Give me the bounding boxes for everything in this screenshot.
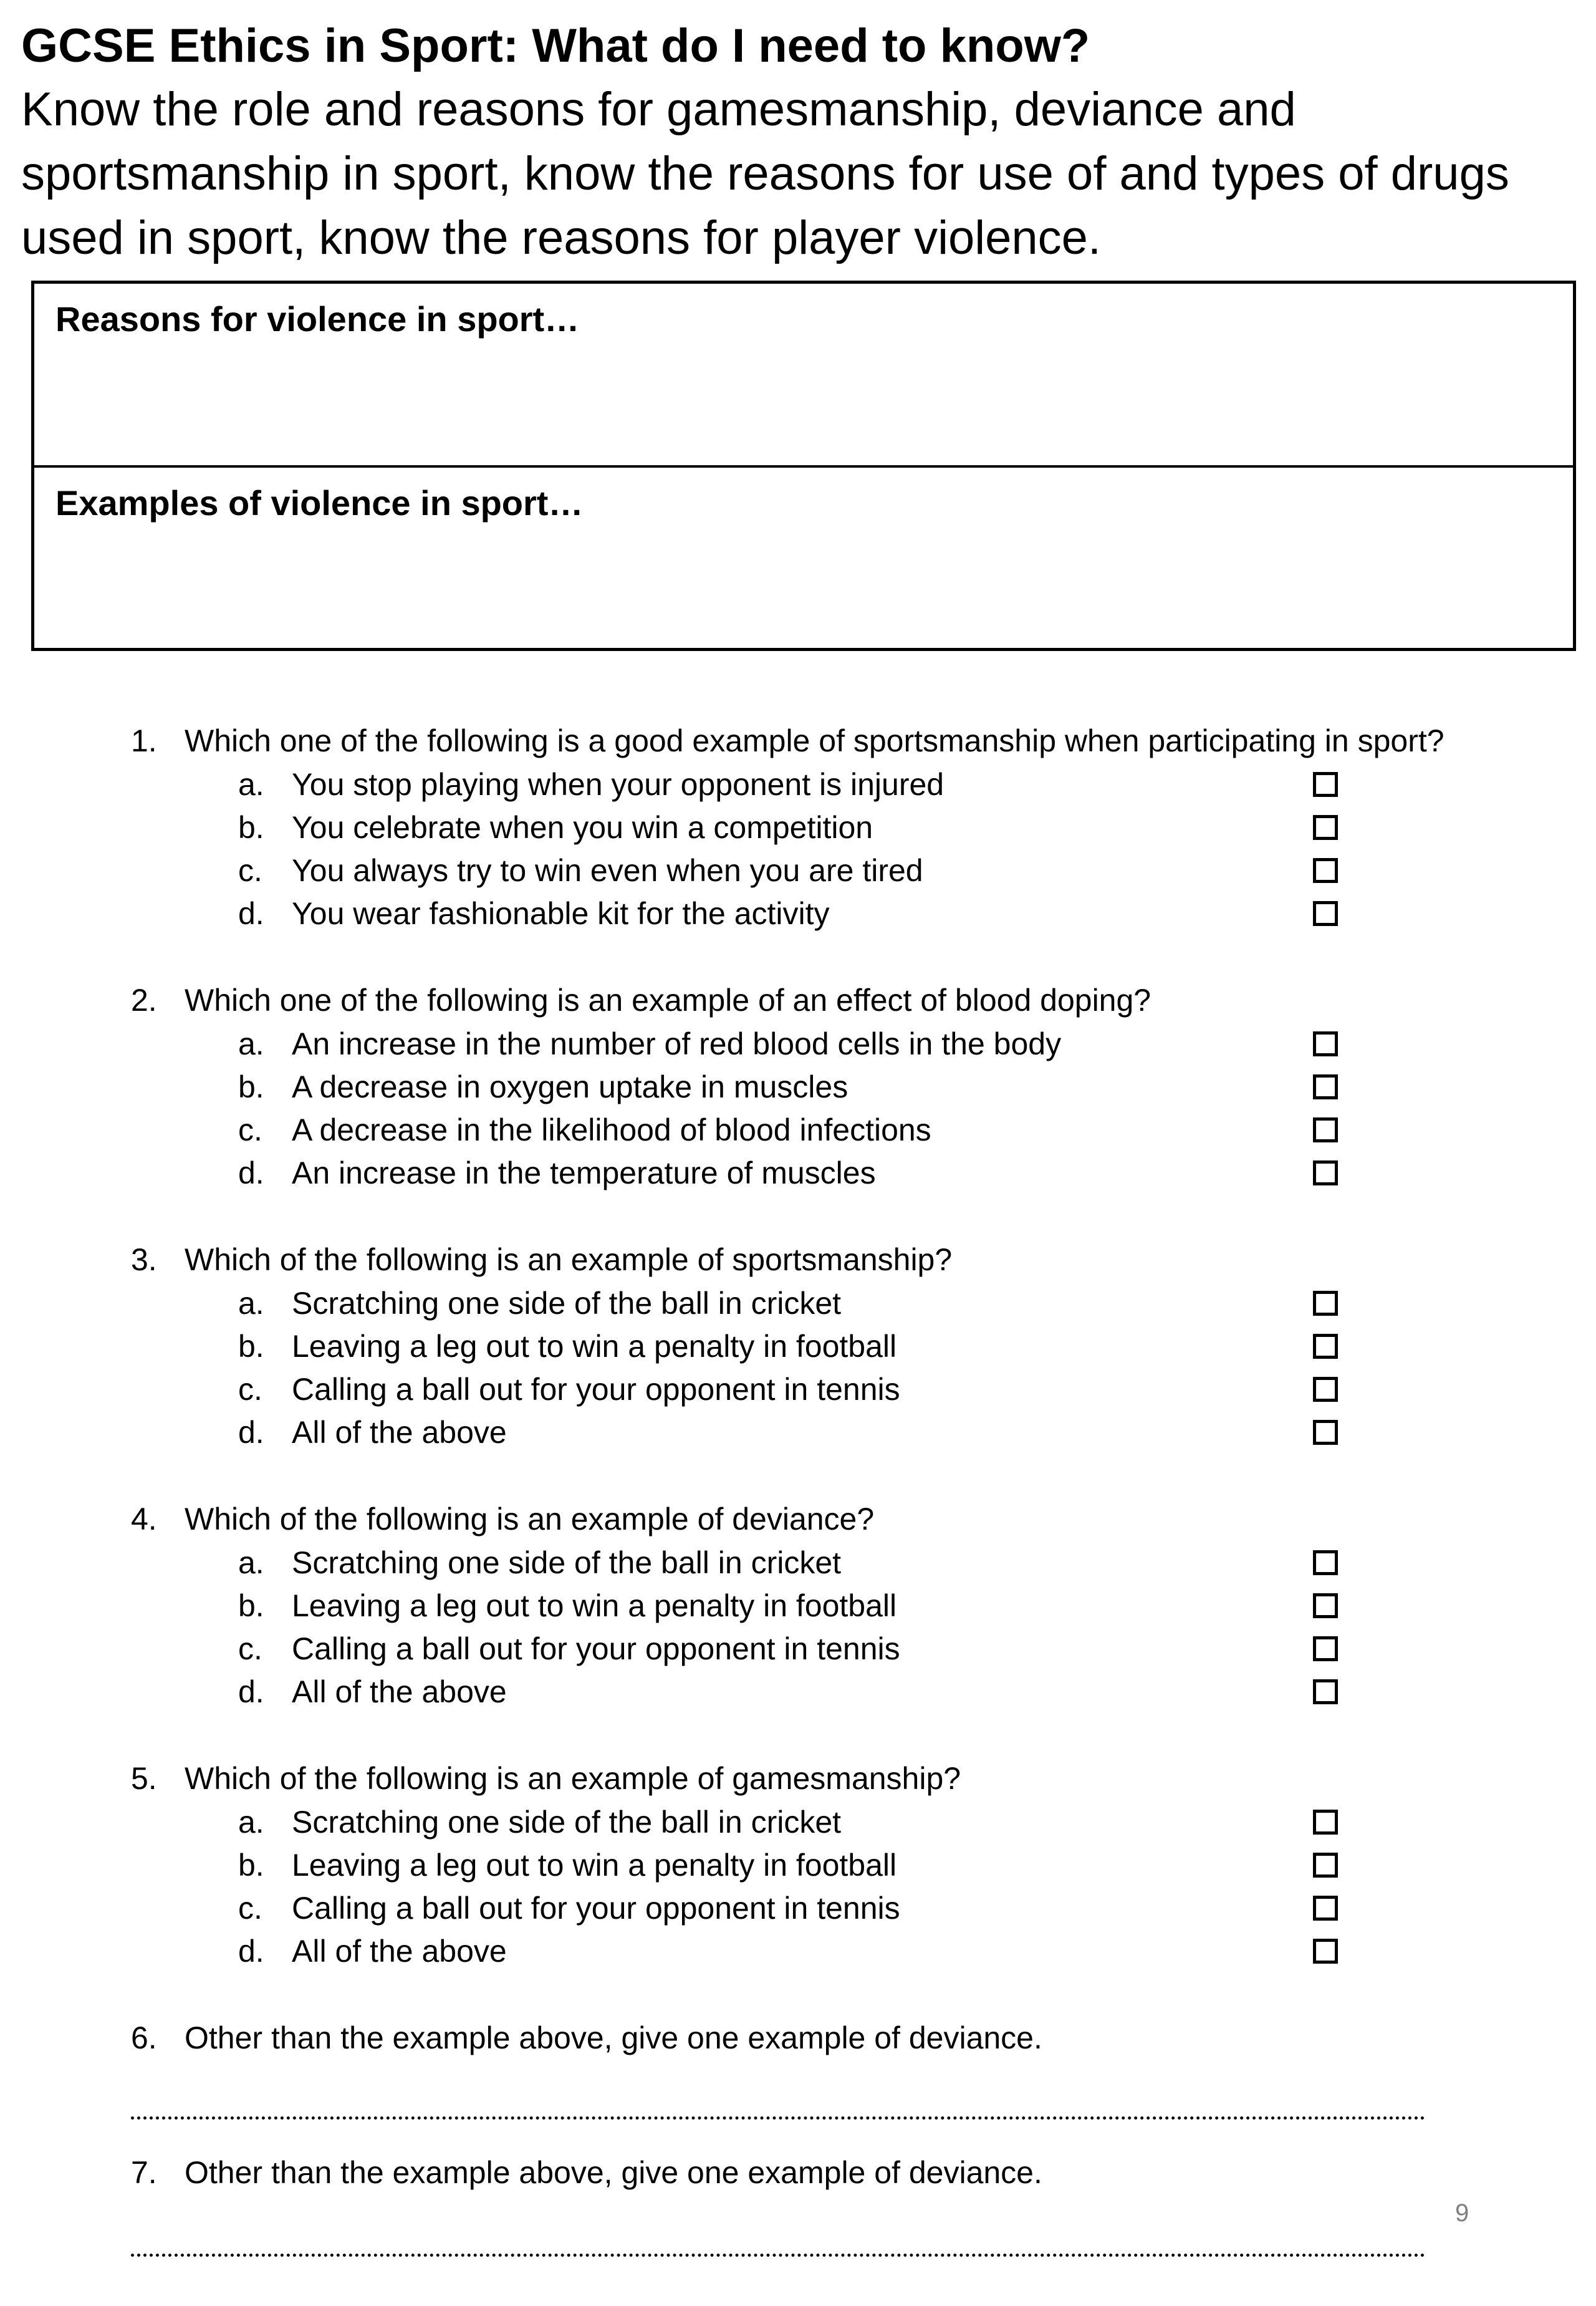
option-letter: d. bbox=[238, 1415, 264, 1450]
question-text: Other than the example above, give one example of deviance. bbox=[185, 2155, 1042, 2190]
checkbox[interactable] bbox=[1313, 1593, 1338, 1618]
option-text: Calling a ball out for your opponent in tennis bbox=[292, 1891, 900, 1926]
option-letter: a. bbox=[238, 1026, 264, 1061]
option-d bbox=[0, 1153, 1596, 1193]
checkbox[interactable] bbox=[1313, 1031, 1338, 1056]
checkbox[interactable] bbox=[1313, 1334, 1338, 1359]
option-b bbox=[0, 1326, 1596, 1366]
checkbox[interactable] bbox=[1313, 1117, 1338, 1142]
question-1 bbox=[0, 721, 1596, 958]
option-d bbox=[0, 1931, 1596, 1971]
question-number: 7. bbox=[131, 2155, 157, 2190]
reasons-section[interactable] bbox=[34, 284, 1573, 468]
option-text: You stop playing when your opponent is injured bbox=[292, 767, 945, 802]
checkbox[interactable] bbox=[1313, 815, 1338, 840]
question-7 bbox=[0, 2153, 1596, 2215]
option-text: You celebrate when you win a competition bbox=[292, 810, 873, 845]
checkbox[interactable] bbox=[1313, 901, 1338, 926]
question-6 bbox=[0, 2018, 1596, 2080]
option-letter: a. bbox=[238, 1545, 264, 1580]
option-text: A decrease in the likelihood of blood infections bbox=[292, 1112, 931, 1147]
option-letter: c. bbox=[238, 1372, 262, 1407]
option-d bbox=[0, 894, 1596, 933]
examples-section[interactable] bbox=[34, 468, 1573, 652]
checkbox[interactable] bbox=[1313, 1810, 1338, 1835]
option-b bbox=[0, 1845, 1596, 1885]
option-text: You wear fashionable kit for the activity bbox=[292, 896, 830, 931]
option-letter: c. bbox=[238, 1891, 262, 1926]
checkbox[interactable] bbox=[1313, 1291, 1338, 1316]
option-d bbox=[0, 1412, 1596, 1452]
option-a bbox=[0, 1802, 1596, 1842]
option-letter: d. bbox=[238, 1674, 264, 1709]
option-a bbox=[0, 1543, 1596, 1583]
violence-info-box bbox=[31, 281, 1576, 651]
checkbox[interactable] bbox=[1313, 1377, 1338, 1402]
option-letter: c. bbox=[238, 853, 262, 888]
checkbox[interactable] bbox=[1313, 772, 1338, 797]
option-letter: c. bbox=[238, 1112, 262, 1147]
option-letter: b. bbox=[238, 1069, 264, 1104]
option-letter: d. bbox=[238, 1934, 264, 1969]
checkbox[interactable] bbox=[1313, 1896, 1338, 1921]
option-text: All of the above bbox=[292, 1674, 507, 1709]
option-letter: b. bbox=[238, 1848, 264, 1883]
checkbox[interactable] bbox=[1313, 1550, 1338, 1575]
question-number: 2. bbox=[131, 983, 157, 1018]
question-number: 4. bbox=[131, 1502, 157, 1537]
option-text: All of the above bbox=[292, 1415, 507, 1450]
option-letter: a. bbox=[238, 1286, 264, 1321]
option-text: Leaving a leg out to win a penalty in football bbox=[292, 1848, 897, 1883]
option-letter: b. bbox=[238, 1329, 264, 1364]
option-letter: d. bbox=[238, 1155, 264, 1190]
option-c bbox=[0, 851, 1596, 890]
option-c bbox=[0, 1629, 1596, 1669]
option-text: Scratching one side of the ball in cricket bbox=[292, 1286, 842, 1321]
question-3 bbox=[0, 1240, 1596, 1477]
option-text: An increase in the number of red blood cells in the body bbox=[292, 1026, 1062, 1061]
option-b bbox=[0, 1586, 1596, 1626]
option-letter: b. bbox=[238, 810, 264, 845]
page-number: 9 bbox=[1455, 2199, 1469, 2227]
option-text: Calling a ball out for your opponent in tennis bbox=[292, 1372, 900, 1407]
option-letter: d. bbox=[238, 896, 264, 931]
option-b bbox=[0, 808, 1596, 847]
question-text: Which one of the following is an example of an effect of blood doping? bbox=[185, 983, 1151, 1018]
option-d bbox=[0, 1672, 1596, 1712]
checkbox[interactable] bbox=[1313, 1074, 1338, 1099]
checkbox[interactable] bbox=[1313, 1679, 1338, 1704]
option-letter: b. bbox=[238, 1588, 264, 1623]
checkbox[interactable] bbox=[1313, 858, 1338, 883]
question-number: 6. bbox=[131, 2020, 157, 2055]
option-letter: a. bbox=[238, 767, 264, 802]
page-subtitle: Know the role and reasons for gamesmanship, deviance and sportsmanship in sport, know the reasons for use of and types of drugs used in sport, know the reasons for player violence. bbox=[21, 83, 1509, 264]
page-title: GCSE Ethics in Sport: What do I need to know? bbox=[21, 19, 1090, 72]
option-letter: a. bbox=[238, 1805, 264, 1840]
option-text: Leaving a leg out to win a penalty in football bbox=[292, 1329, 897, 1364]
option-text: All of the above bbox=[292, 1934, 507, 1969]
option-text: An increase in the temperature of muscles bbox=[292, 1155, 876, 1190]
checkbox[interactable] bbox=[1313, 1420, 1338, 1445]
option-text: Scratching one side of the ball in cricket bbox=[292, 1545, 842, 1580]
option-a bbox=[0, 1283, 1596, 1323]
checkbox[interactable] bbox=[1313, 1636, 1338, 1661]
option-text: Calling a ball out for your opponent in tennis bbox=[292, 1631, 900, 1666]
answer-line[interactable] bbox=[131, 2254, 1425, 2257]
checkbox[interactable] bbox=[1313, 1160, 1338, 1185]
examples-heading: Examples of violence in sport… bbox=[55, 483, 584, 523]
question-4 bbox=[0, 1499, 1596, 1736]
question-text: Other than the example above, give one example of deviance. bbox=[185, 2020, 1042, 2055]
question-2 bbox=[0, 980, 1596, 1217]
option-text: A decrease in oxygen uptake in muscles bbox=[292, 1069, 848, 1104]
question-text: Which of the following is an example of gamesmanship? bbox=[185, 1761, 961, 1796]
option-c bbox=[0, 1888, 1596, 1928]
option-text: You always try to win even when you are tired bbox=[292, 853, 923, 888]
question-number: 1. bbox=[131, 723, 157, 758]
checkbox[interactable] bbox=[1313, 1939, 1338, 1964]
option-letter: c. bbox=[238, 1631, 262, 1666]
checkbox[interactable] bbox=[1313, 1853, 1338, 1878]
question-text: Which of the following is an example of sportsmanship? bbox=[185, 1242, 953, 1277]
question-text: Which of the following is an example of deviance? bbox=[185, 1502, 875, 1537]
option-text: Leaving a leg out to win a penalty in football bbox=[292, 1588, 897, 1623]
option-text: Scratching one side of the ball in cricket bbox=[292, 1805, 842, 1840]
question-text: Which one of the following is a good example of sportsmanship when participating in sport? bbox=[185, 723, 1445, 758]
question-number: 3. bbox=[131, 1242, 157, 1277]
answer-line[interactable] bbox=[131, 2116, 1425, 2120]
option-b bbox=[0, 1067, 1596, 1107]
option-c bbox=[0, 1110, 1596, 1150]
reasons-heading: Reasons for violence in sport… bbox=[55, 299, 580, 339]
option-a bbox=[0, 765, 1596, 804]
question-number: 5. bbox=[131, 1761, 157, 1796]
question-5 bbox=[0, 1758, 1596, 1995]
option-c bbox=[0, 1369, 1596, 1409]
option-a bbox=[0, 1024, 1596, 1064]
